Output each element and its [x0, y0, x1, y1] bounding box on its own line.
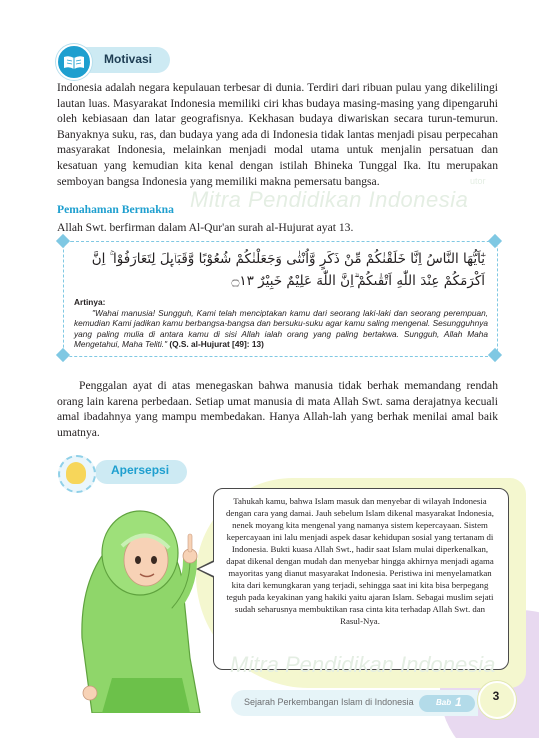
translation-quote: "Wahai manusia! Sungguh, Kami telah menciptakan kamu dari seorang laki-laki dan seorang perempuan, kemudian Kami jadikan kamu berbangsa-bangsa dan bersuku-suku agar kamu saling mengenal. Sesungguhnya yang paling mulia di antara kamu di sisi Allah ialah orang yang paling bertakwa. Sungguh, Allah Maha Mengetahui, Maha Teliti." [74, 308, 488, 350]
apersepsi-title: Apersepsi [111, 463, 170, 477]
pemahaman-intro: Allah Swt. berfirman dalam Al-Qur'an surah al-Hujurat ayat 13. [57, 221, 354, 234]
watermark-fragment: utor [470, 176, 486, 186]
chapter-badge-label: Bab [436, 698, 452, 707]
chapter-title: Sejarah Perkembangan Islam di Indonesia [244, 697, 414, 707]
verse-explanation-paragraph: Penggalan ayat di atas menegaskan bahwa manusia tidak berhak memandang rendah orang lain karena perbedaan. Setiap umat manusia di mata Allah Swt. sama derajatnya kecuali amal ibadahnya yang mampu membedakan. Hanya Allah-lah yang berhak menilai amal baik umatnya. [57, 379, 498, 439]
watermark-text-bottom: Mitra Pendidikan Indonesia [230, 652, 496, 677]
verse-reference: (Q.S. al-Hujurat [49]: 13) [169, 339, 264, 350]
chapter-badge-number: 1 [455, 695, 462, 709]
motivasi-title: Motivasi [104, 52, 153, 66]
open-book-icon [56, 44, 92, 80]
artinya-label: Artinya: [74, 297, 106, 307]
apersepsi-bubble-text: Tahukah kamu, bahwa Islam masuk dan menyebar di wilayah Indonesia dengan cara yang damai. Jauh sebelum Islam dikenal masyarakat Indonesia, nenek moyang kita mengenal yang namanya sistem kepercayaan. Sistem kepercayaan ini lalu menjadi aspek dasar kehidupan sosial yang tertanam di Indonesia. Bukti kuasa Allah Swt., hadir saat Islam mulai diperkenalkan, dapat dikenal dengan mudah dan menyebar hingga akhirnya menjadi agama mayoritas yang dianut masyarakat Indonesia. Peristiwa ini menyelamatkan kita dari kemungkaran yang terjadi, sehingga saat ini kita bisa berpegang teguh pada keyakinan yang hakiki yaitu ajaran Islam. Sebagai muslim sejati sudah seharusnya membuktikan rasa cinta kita terhadap Allah Swt. dan Rasul-Nya. [226, 496, 494, 626]
pemahaman-heading: Pemahaman Bermakna [57, 203, 174, 216]
verse-translation [74, 308, 488, 350]
lightbulb-core [66, 462, 86, 484]
page-number: 3 [492, 689, 500, 703]
watermark-text: Mitra Pendidikan Indonesia [190, 187, 469, 212]
girl-hijab-illustration [72, 488, 212, 713]
verse-box [63, 241, 498, 357]
arabic-verse: يٰٓاَيُّهَا النَّاسُ اِنَّا خَلَقْنٰكُمْ مِّنْ ذَكَرٍ وَّاُنْثٰى وَجَعَلْنٰكُمْ شُعُوْبًا وَّقَبَاۤىِٕلَ لِتَعَارَفُوْا ۚ اِنَّ اَكْرَمَكُمْ عِنْدَ اللّٰهِ اَتْقٰىكُمْ ۗاِنَّ اللّٰهَ عَلِيْمٌ خَبِيْرٌ ۝١٣ [91, 251, 485, 289]
motivasi-paragraph: Indonesia adalah negara kepulauan terbesar di dunia. Terdiri dari ribuan pulau yang dikelilingi lautan luas. Masyarakat Indonesia memiliki ciri khas budaya masing-masing yang dipengaruhi oleh kebiasaan dan latar geografisnya. Kekhasan budaya diwariskan secara turun-temurun. Banyaknya suku, ras, dan budaya yang ada di Indonesia tidak lantas menjadi pisau perpecahan masyarakat Indonesia, melainkan menjadi modal utama untuk menjalin persatuan dan kesatuan yang kemudian kita kenal dengan istilah Bhineka Tunggal Ika. Itu merupakan semboyan bangsa Indonesia yang memiliki makna pemersatu bangsa. [57, 81, 498, 188]
